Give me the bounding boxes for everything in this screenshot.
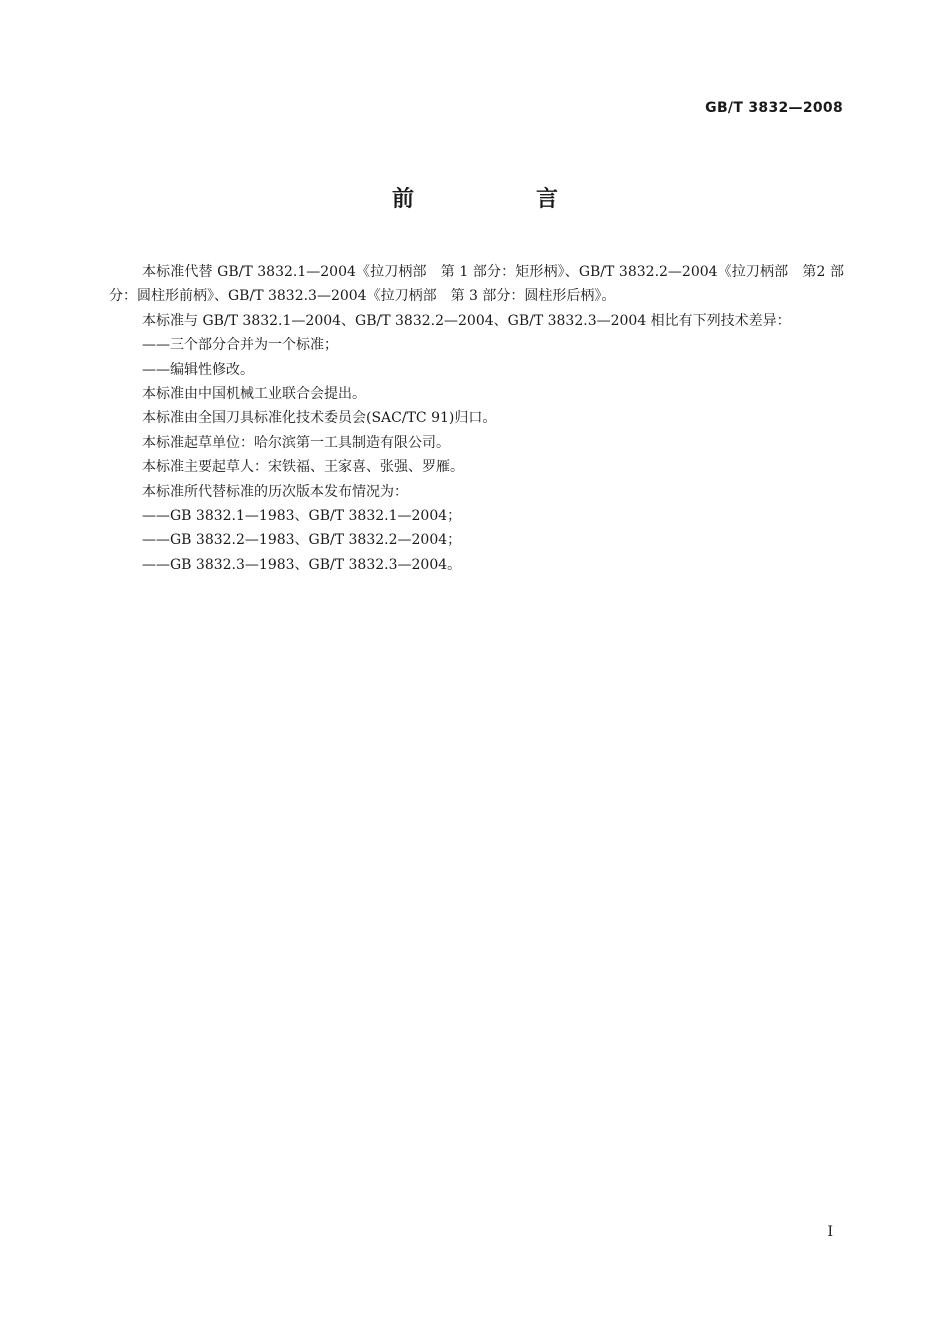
list-item-editorial: ——编辑性修改。 <box>142 361 254 378</box>
paragraph-history-intro: 本标准所代替标准的历次版本发布情况为： <box>142 483 408 500</box>
standard-code-header: GB/T 3832—2008 <box>705 100 843 116</box>
list-item-history-3: ——GB 3832.3—1983、GB/T 3832.3—2004。 <box>142 556 462 573</box>
paragraph-proposed-by: 本标准由中国机械工业联合会提出。 <box>142 386 366 403</box>
page-number: I <box>827 1224 833 1240</box>
list-item-merge: ——三个部分合并为一个标准； <box>142 337 338 354</box>
page-title: 前 言 <box>391 187 608 212</box>
foreword-body <box>109 260 844 577</box>
paragraph-differences: 本标准与 GB/T 3832.1—2004、GB/T 3832.2—2004、GB/T 3832.3—2004 相比有下列技术差异： <box>142 312 791 329</box>
paragraph-replaces: 本标准代替 GB/T 3832.1—2004《拉刀柄部 第 1 部分：矩形柄》、GB/T 3832.2—2004《拉刀柄部 第2 部分：圆柱形前柄》、GB/T 3832.3—2004《拉刀柄部 第 3 部分：圆柱形后柄》。 <box>109 264 844 305</box>
paragraph-drafting-unit: 本标准起草单位：哈尔滨第一工具制造有限公司。 <box>142 434 450 451</box>
paragraph-managed-by: 本标准由全国刀具标准化技术委员会(SAC/TC 91)归口。 <box>142 410 497 427</box>
list-item-history-1: ——GB 3832.1—1983、GB/T 3832.1—2004； <box>142 508 462 525</box>
paragraph-drafters: 本标准主要起草人：宋铁福、王家喜、张强、罗雁。 <box>142 459 464 476</box>
list-item-history-2: ——GB 3832.2—1983、GB/T 3832.2—2004； <box>142 532 462 549</box>
